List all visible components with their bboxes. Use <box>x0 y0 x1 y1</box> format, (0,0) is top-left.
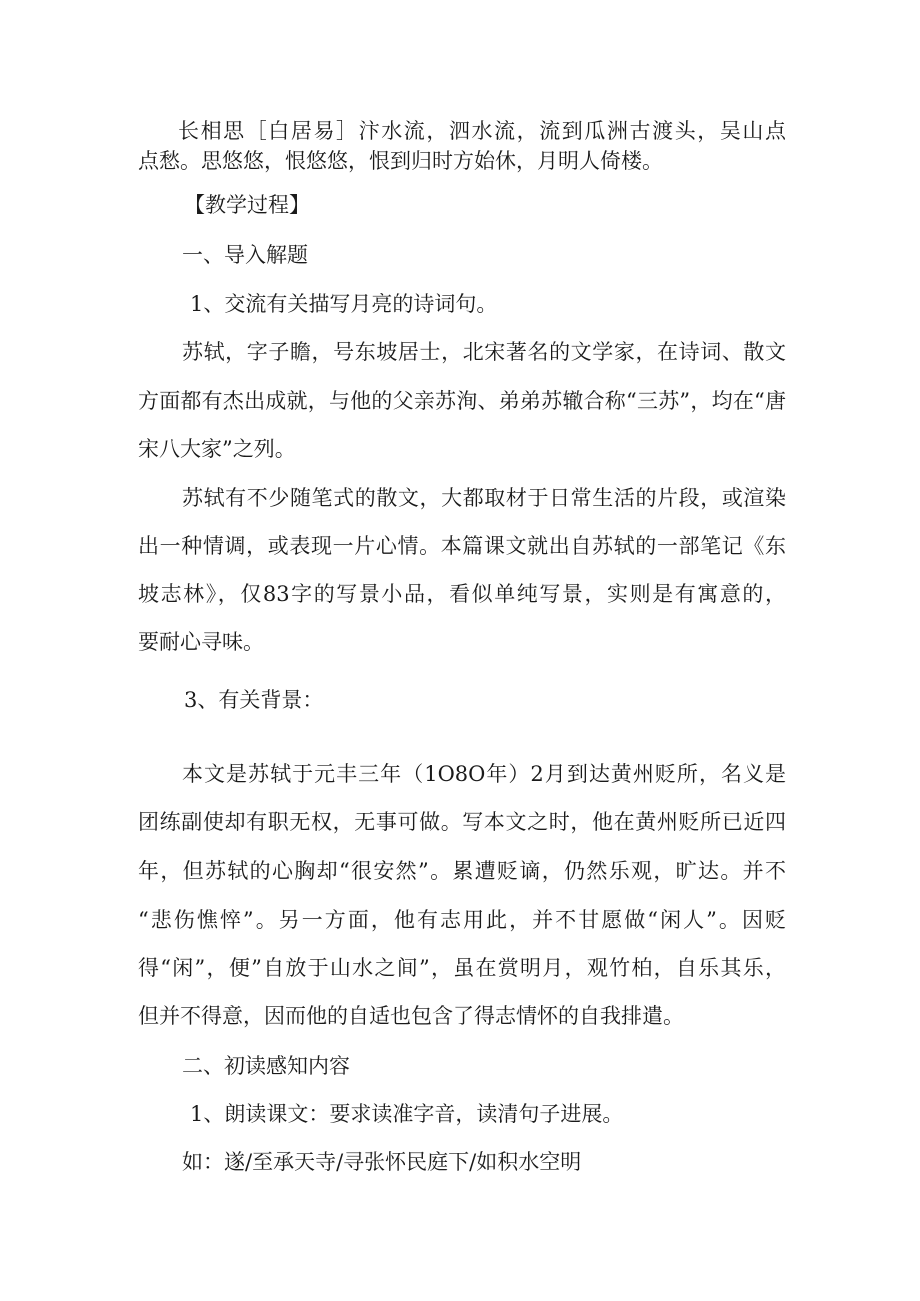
section-heading: 【教学过程】 <box>184 193 310 217</box>
reading-example: 如：遂/至承天寺/寻张怀民庭下/如积水空明 <box>182 1150 582 1174</box>
item-1-read-aloud: 1、朗读课文：要求读准字音，读清句子进展。 <box>190 1102 624 1126</box>
su-shi-intro-line-2: 方面都有杰出成就，与他的父亲苏洵、弟弟苏辙合称“三苏”，均在“唐 <box>138 389 786 413</box>
poem-line-1: 长相思［白居易］汴水流，泗水流，流到瓜洲古渡头，吴山点 <box>178 119 786 143</box>
essay-intro-line-4: 要耐心寻味。 <box>138 630 264 654</box>
part1-title: 一、导入解题 <box>182 243 308 267</box>
item-1-exchange-poems: 1、交流有关描写月亮的诗词句。 <box>190 292 498 316</box>
background-line-4: “悲伤憔悴”。另一方面，他有志用此，并不甘愿做“闲人”。因贬 <box>138 908 786 932</box>
su-shi-intro-line-1: 苏轼，字子瞻，号东坡居士，北宋著名的文学家，在诗词、散文 <box>182 340 786 364</box>
su-shi-intro-line-3: 宋八大家”之列。 <box>138 437 296 461</box>
background-line-3: 年，但苏轼的心胸却“很安然”。累遭贬谪，仍然乐观，旷达。并不 <box>138 859 786 883</box>
background-line-6: 但并不得意，因而他的自适也包含了得志情怀的自我排遣。 <box>138 1004 684 1028</box>
item-3-background: 3、有关背景： <box>184 688 324 712</box>
background-line-1: 本文是苏轼于元丰三年（1O8O年）2月到达黄州贬所，名义是 <box>182 762 786 786</box>
part2-title: 二、初读感知内容 <box>182 1054 350 1078</box>
essay-intro-line-1: 苏轼有不少随笔式的散文，大都取材于日常生活的片段，或渲染 <box>182 486 786 510</box>
background-line-5: 得“闲”，便”自放于山水之间”，虽在赏明月，观竹柏，自乐其乐， <box>138 956 786 980</box>
essay-intro-line-3: 坡志林》，仅83字的写景小品，看似单纯写景，实则是有寓意的， <box>138 582 786 606</box>
essay-intro-line-2: 出一种情调，或表现一片心情。本篇课文就出自苏轼的一部笔记《东 <box>138 534 786 558</box>
poem-line-2: 点愁。思悠悠，恨悠悠，恨到归时方始休，月明人倚楼。 <box>138 149 663 173</box>
background-line-2: 团练副使却有职无权，无事可做。写本文之时，他在黄州贬所已近四 <box>138 810 786 834</box>
